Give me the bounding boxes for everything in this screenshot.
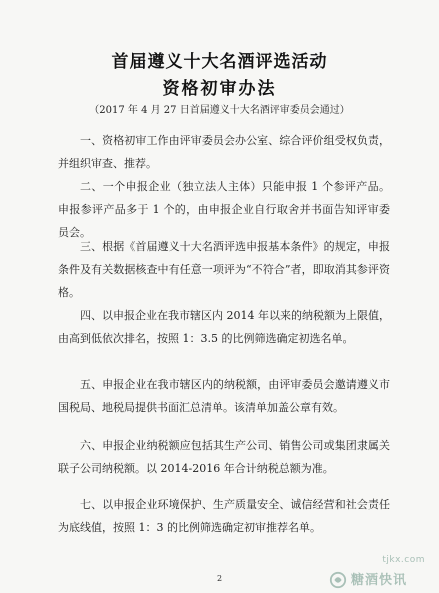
swirl-logo-icon [329, 571, 347, 589]
watermark-url: tjkx.com [382, 555, 425, 565]
paragraph-2: 二、一个申报企业（独立法人主体）只能申报 1 个参评产品。申报参评产品多于 1 个的，由申报企业自行取舍并书面告知评审委员会。 [58, 180, 390, 239]
document-title-line1: 首届遵义十大名酒评选活动 [111, 52, 328, 72]
paragraph-7: 七、以申报企业环境保护、生产质量安全、诚信经营和社会责任为底线值，按照 1：3 的比例筛选确定初审推荐名单。 [58, 498, 390, 534]
document-subtitle: （2017 年 4 月 27 日首届遵义十大名酒评审委员会通过） [89, 105, 350, 116]
paragraph-1: 一、资格初审工作由评审委员会办公室、综合评价组受权负责，并组织审查、推荐。 [58, 134, 390, 170]
paragraph-3: 三、根据《首届遵义十大名酒评选申报基本条件》的规定，申报条件及有关数据核查中有任意一项评为“不符合”者，即取消其参评资格。 [58, 240, 390, 299]
page-number: 2 [216, 574, 223, 583]
document-title-line2: 资格初审办法 [162, 79, 277, 99]
watermark-name: 糖酒快讯 [351, 573, 408, 588]
paragraph-6: 六、申报企业纳税额应包括其生产公司、销售公司或集团隶属关联子公司纳税额。以 2014-2016 年合计纳税总额为准。 [58, 439, 390, 475]
paragraph-4: 四、以申报企业在我市辖区内 2014 年以来的纳税额为上限值，由高到低依次排名，按照 1：3.5 的比例筛选确定初选名单。 [58, 309, 390, 345]
paragraph-5: 五、申报企业在我市辖区内的纳税额，由评审委员会邀请遵义市国税局、地税局提供书面汇总清单。该清单加盖公章有效。 [58, 378, 390, 414]
watermark [329, 555, 433, 589]
